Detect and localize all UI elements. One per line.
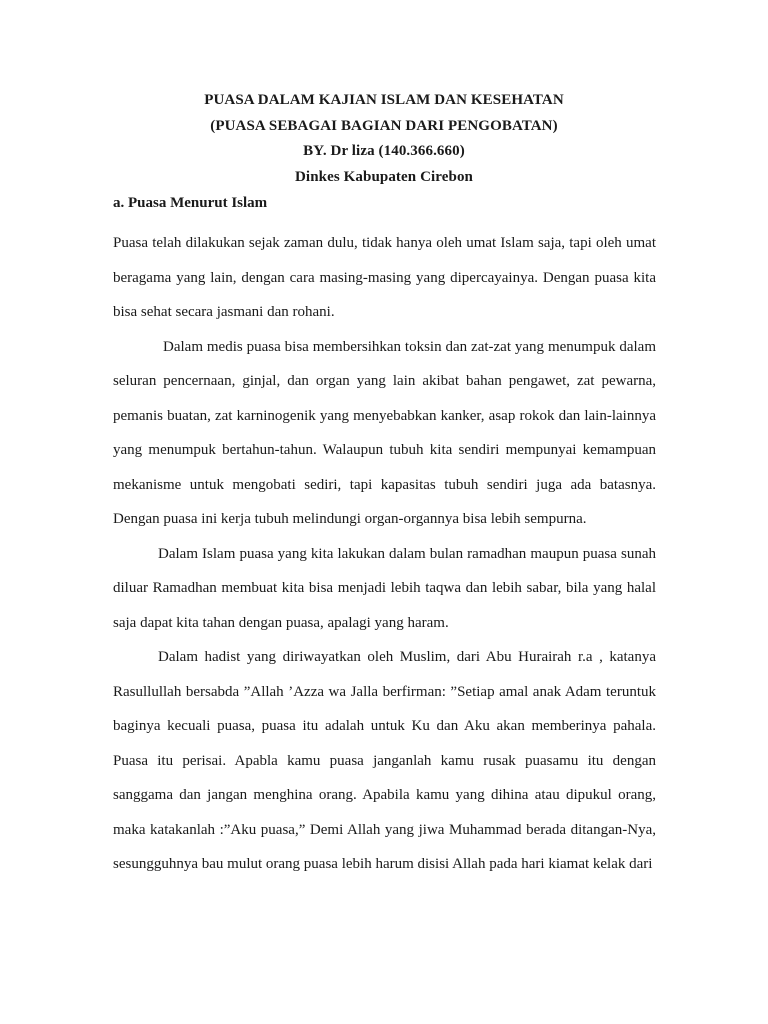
document-title: PUASA DALAM KAJIAN ISLAM DAN KESEHATAN bbox=[204, 92, 564, 108]
paragraph-intro: Puasa telah dilakukan sejak zaman dulu, tidak hanya oleh umat Islam saja, tapi oleh umat beragama yang lain, dengan cara masing-masing yang dipercayainya. Dengan puasa kita bisa sehat secara jasmani dan rohani. bbox=[113, 235, 656, 320]
document-heading bbox=[0, 88, 768, 190]
document-author: BY. Dr liza (140.366.660) bbox=[303, 143, 465, 159]
section-heading: a. Puasa Menurut Islam bbox=[113, 195, 268, 211]
document-subtitle: (PUASA SEBAGAI BAGIAN DARI PENGOBATAN) bbox=[210, 117, 558, 134]
paragraph-medical: Dalam medis puasa bisa membersihkan toksin dan zat-zat yang menumpuk dalam seluran pencernaan, ginjal, dan organ yang lain akibat bahan pengawet, zat pewarna, pemanis buatan, zat karninogenik yang menyebabkan kanker, asap rokok dan lain-lainnya yang menumpuk bertahun-tahun. Walaupun tubuh kita sendiri mempunyai kemampuan mekanisme untuk mengobati sediri, tapi kapasitas tubuh sendiri juga ada batasnya. Dengan puasa ini kerja tubuh melindungi organ-organnya bisa lebih sempurna. bbox=[113, 338, 656, 527]
document-affiliation: Dinkes Kabupaten Cirebon bbox=[295, 168, 473, 185]
body-text bbox=[113, 226, 656, 882]
paragraph-hadith: Dalam hadist yang diriwayatkan oleh Muslim, dari Abu Hurairah r.a , katanya Rasullullah bersabda ”Allah ’Azza wa Jalla berfirman: ”Setiap amal anak Adam teruntuk baginya kecuali puasa, puasa itu adalah untuk Ku dan Aku akan memberinya pahala. Puasa itu perisai. Apabla kamu puasa janganlah kamu rusak puasamu itu dengan sanggama dan jangan menghina orang. Apabila kamu yang dihina atau dipukul orang, maka katakanlah :”Aku puasa,” Demi Allah yang jiwa Muhammad berada ditangan-Nya, sesungguhnya bau mulut orang puasa lebih harum disisi Allah pada hari kiamat kelak dari bbox=[113, 649, 656, 872]
paragraph-islam: Dalam Islam puasa yang kita lakukan dalam bulan ramadhan maupun puasa sunah diluar Ramadhan membuat kita bisa menjadi lebih taqwa dan lebih sabar, bila yang halal saja dapat kita tahan dengan puasa, apalagi yang haram. bbox=[113, 545, 656, 631]
